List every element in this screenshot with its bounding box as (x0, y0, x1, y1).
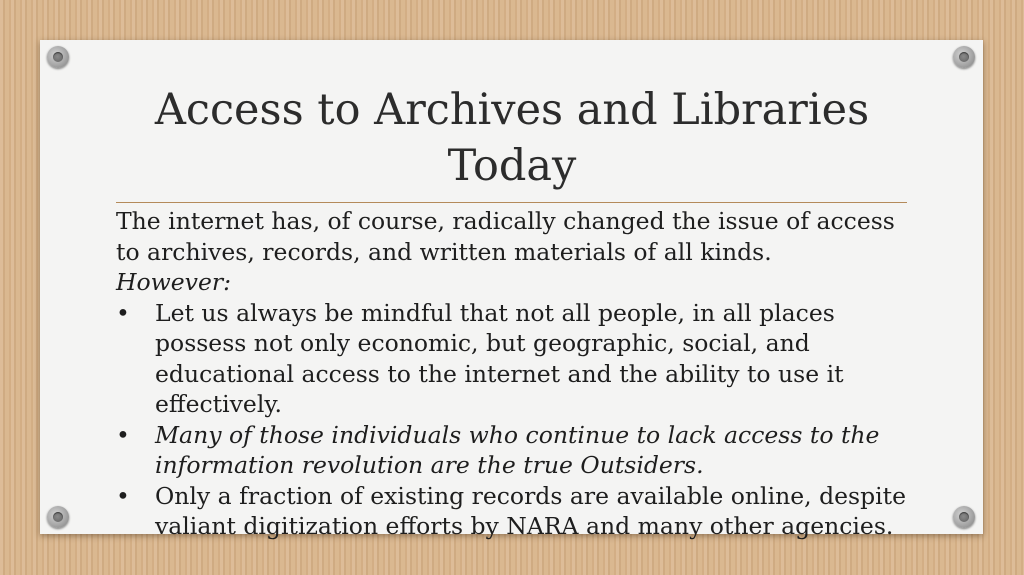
pushpin-icon (47, 506, 69, 528)
pushpin-icon (953, 506, 975, 528)
title-divider (116, 202, 907, 203)
pushpin-icon (953, 46, 975, 68)
lead-label: However: (116, 268, 231, 296)
bullet-item (116, 481, 911, 542)
bullet-text: Many of those individuals who continue to lack access to the information revolution are the true Outsiders. (155, 420, 880, 479)
intro-paragraph: The internet has, of course, radically changed the issue of access to archives, records, and written materials of all kinds. (116, 207, 895, 266)
bullet-text: Let us always be mindful that not all people, in all places possess not only economic, but geographic, social, and educational access to the internet and the ability to use it effectively. (155, 298, 844, 418)
bullet-item (116, 298, 911, 420)
slide-body (116, 206, 911, 542)
pushpin-icon (47, 46, 69, 68)
bullet-item (116, 420, 911, 481)
slide-title: Access to Archives and Libraries Today (154, 85, 870, 191)
bullet-icon: • (116, 481, 130, 510)
bullet-icon: • (116, 420, 130, 449)
bullet-icon: • (116, 298, 130, 327)
bullet-list (116, 298, 911, 542)
bullet-text: Only a fraction of existing records are available online, despite valiant digitization efforts by NARA and many other agencies. (155, 481, 906, 540)
